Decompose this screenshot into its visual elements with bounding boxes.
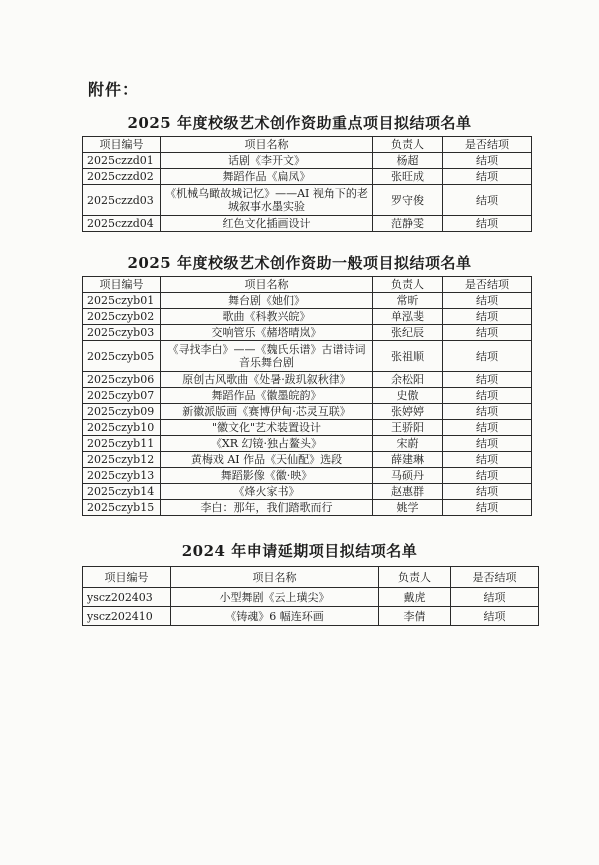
project-status: 结项	[443, 216, 532, 232]
project-leader: 薛建琳	[373, 452, 443, 468]
table-header-row	[83, 277, 532, 293]
project-leader: 张祖顺	[373, 341, 443, 372]
project-status: 结项	[443, 325, 532, 341]
table-row	[83, 484, 532, 500]
project-leader: 罗守俊	[373, 185, 443, 216]
header-leader: 负责人	[379, 567, 451, 588]
project-code: 2025czyb07	[83, 388, 161, 404]
project-name: "徽文化"艺术装置设计	[161, 420, 373, 436]
project-name: 舞蹈作品《扁凤》	[161, 169, 373, 185]
table-row	[83, 153, 532, 169]
project-leader: 常昕	[373, 293, 443, 309]
project-leader: 王骄阳	[373, 420, 443, 436]
project-status: 结项	[451, 607, 539, 626]
project-status: 结项	[443, 436, 532, 452]
header-name: 项目名称	[161, 277, 373, 293]
project-leader: 张旺成	[373, 169, 443, 185]
project-code: 2025czyb15	[83, 500, 161, 516]
project-name: 交响管乐《赭塔晴岚》	[161, 325, 373, 341]
project-status: 结项	[443, 153, 532, 169]
project-leader: 范静雯	[373, 216, 443, 232]
table-row	[83, 325, 532, 341]
project-status: 结项	[443, 500, 532, 516]
project-code: 2025czyb05	[83, 341, 161, 372]
project-status: 结项	[451, 588, 539, 607]
general-projects-table	[82, 276, 532, 516]
project-code: 2025czyb01	[83, 293, 161, 309]
project-code: 2025czyb06	[83, 372, 161, 388]
table3-title: 2024 年申请延期项目拟结项名单	[181, 542, 418, 560]
table-row	[83, 309, 532, 325]
project-code: 2025czzd02	[83, 169, 161, 185]
project-code: 2025czzd04	[83, 216, 161, 232]
project-leader: 马硕丹	[373, 468, 443, 484]
project-name: 红色文化插画设计	[161, 216, 373, 232]
project-name: 《机械乌瞰故城记忆》——AI 视角下的老城叙事水墨实验	[161, 185, 373, 216]
project-code: yscz202410	[83, 607, 171, 626]
project-status: 结项	[443, 468, 532, 484]
project-status: 结项	[443, 484, 532, 500]
header-status: 是否结项	[443, 137, 532, 153]
project-leader: 张纪辰	[373, 325, 443, 341]
table1-title: 2025 年度校级艺术创作资助重点项目拟结项名单	[127, 114, 472, 132]
header-status: 是否结项	[443, 277, 532, 293]
project-code: 2025czyb14	[83, 484, 161, 500]
table-row	[83, 436, 532, 452]
project-name: 话剧《李开文》	[161, 153, 373, 169]
project-code: 2025czyb11	[83, 436, 161, 452]
project-status: 结项	[443, 293, 532, 309]
header-leader: 负责人	[373, 137, 443, 153]
table-header-row	[83, 567, 539, 588]
project-leader: 李倩	[379, 607, 451, 626]
project-status: 结项	[443, 341, 532, 372]
project-name: 舞蹈影像《徽·映》	[161, 468, 373, 484]
project-name: 黄梅戏 AI 作品《天仙配》选段	[161, 452, 373, 468]
project-status: 结项	[443, 309, 532, 325]
project-name: 歌曲《科教兴皖》	[161, 309, 373, 325]
table-row	[83, 404, 532, 420]
project-name: 《XR 幻镜·独占鳌头》	[161, 436, 373, 452]
project-status: 结项	[443, 388, 532, 404]
table-row	[83, 341, 532, 372]
project-leader: 赵惠群	[373, 484, 443, 500]
project-code: 2025czzd03	[83, 185, 161, 216]
project-leader: 戴虎	[379, 588, 451, 607]
project-name: 原创古风歌曲《处暑·跋玑叙秋律》	[161, 372, 373, 388]
table-row	[83, 185, 532, 216]
table-row	[83, 372, 532, 388]
header-leader: 负责人	[373, 277, 443, 293]
project-name: 新徽派版画《赛博伊甸·芯灵互联》	[161, 404, 373, 420]
header-name: 项目名称	[171, 567, 379, 588]
project-leader: 杨超	[373, 153, 443, 169]
project-status: 结项	[443, 372, 532, 388]
table-row	[83, 607, 539, 626]
project-leader: 宋蔚	[373, 436, 443, 452]
table-row	[83, 388, 532, 404]
table-row	[83, 216, 532, 232]
project-name: 《寻找李白》——《魏氏乐谱》古谱诗词音乐舞台剧	[161, 341, 373, 372]
project-leader: 单泓斐	[373, 309, 443, 325]
table-row	[83, 468, 532, 484]
key-projects-table	[82, 136, 532, 232]
project-code: 2025czyb13	[83, 468, 161, 484]
project-leader: 姚学	[373, 500, 443, 516]
project-leader: 张婷婷	[373, 404, 443, 420]
header-status: 是否结项	[451, 567, 539, 588]
table-row	[83, 500, 532, 516]
table-row	[83, 420, 532, 436]
project-code: yscz202403	[83, 588, 171, 607]
project-leader: 余松阳	[373, 372, 443, 388]
project-code: 2025czyb10	[83, 420, 161, 436]
project-name: 李白：那年，我们踏歌而行	[161, 500, 373, 516]
project-status: 结项	[443, 420, 532, 436]
table-row	[83, 293, 532, 309]
header-code: 项目编号	[83, 567, 171, 588]
table2-title: 2025 年度校级艺术创作资助一般项目拟结项名单	[127, 254, 472, 272]
table-header-row	[83, 137, 532, 153]
project-name: 小型舞剧《云上璜尖》	[171, 588, 379, 607]
table-row	[83, 452, 532, 468]
header-code: 项目编号	[83, 137, 161, 153]
project-code: 2025czyb09	[83, 404, 161, 420]
header-code: 项目编号	[83, 277, 161, 293]
attachment-label: 附件：	[88, 80, 140, 99]
project-code: 2025czyb12	[83, 452, 161, 468]
extension-projects-table	[82, 566, 539, 626]
project-name: 舞台剧《她们》	[161, 293, 373, 309]
project-status: 结项	[443, 169, 532, 185]
project-status: 结项	[443, 452, 532, 468]
table-row	[83, 169, 532, 185]
project-name: 舞蹈作品《徽墨皖韵》	[161, 388, 373, 404]
project-status: 结项	[443, 404, 532, 420]
header-name: 项目名称	[161, 137, 373, 153]
project-code: 2025czyb03	[83, 325, 161, 341]
table-row	[83, 588, 539, 607]
project-code: 2025czzd01	[83, 153, 161, 169]
project-code: 2025czyb02	[83, 309, 161, 325]
project-leader: 史傲	[373, 388, 443, 404]
project-status: 结项	[443, 185, 532, 216]
project-name: 《铸魂》6 幅连环画	[171, 607, 379, 626]
project-name: 《烽火家书》	[161, 484, 373, 500]
